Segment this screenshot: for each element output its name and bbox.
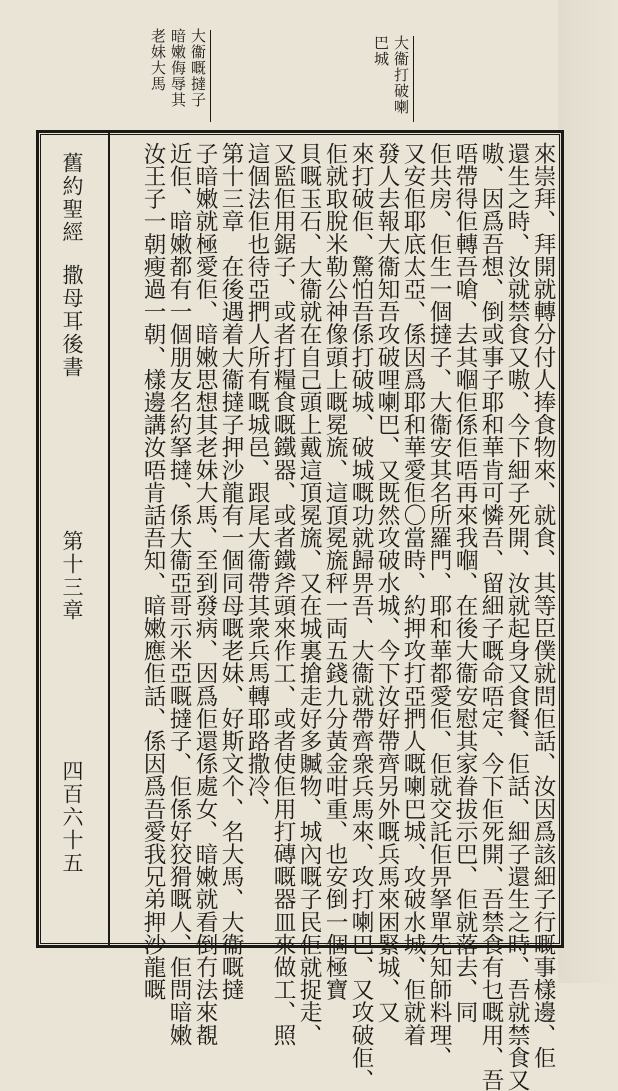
margin-note-b-line-3: 老妹大馬 <box>149 28 167 92</box>
text-column-8: 來打破佢、驚怕吾係打破城、破城嘅功就歸畀吾、大衞就帶齊衆兵馬來、攻打喇巴、又攻破佢、 <box>348 142 374 1091</box>
text-column-1: 來崇拜、拜開就轉分付人捧食物來、就食、其等臣僕就問佢話、汝因爲該細子行嘅事樣邊、佢 <box>530 142 556 1069</box>
text-column-12: 這個法佢也待亞捫人所有嘅城邑、跟尾大衞帶其衆兵馬轉耶路撒冷、 <box>244 142 270 820</box>
book-collection-title: 舊約聖經 <box>60 152 84 244</box>
text-column-5: 佢共房、佢生一個撻子、大衞安其名所羅門、耶和華都愛佢、佢就交託佢畀拏單先知師料理、 <box>426 142 452 1069</box>
text-column-11: 又監佢用鋸子、或者打糧食嘅鐵器、或者鐵斧頭來作工、或者使佢用打磚嘅器皿來做工、照 <box>270 142 296 1046</box>
text-column-14: 子暗嫩就極愛佢、暗嫩思想其老妹大馬、至到發病、因爲佢還係處女、暗嫩就看倒冇法來覩 <box>192 142 218 1046</box>
text-column-6: 又安佢耶底太亞、係因爲耶和華愛佢〇當時、約押攻打亞捫人嘅喇巴城、攻破水城、佢就着 <box>400 142 426 1046</box>
text-column-2: 還生之時、汝就禁食又嗷、今下細子死開、汝就起身又食餐、佢話、細子還生之時、吾就禁食又 <box>504 142 530 1091</box>
text-column-9: 佢就取脫米勒公神像頭上嘅冕旒、這頂冕旒秤一両五錢九分黃金咁重、也安倒一個極寶 <box>322 142 348 1001</box>
text-column-10: 貝嘅玉石、大衞就在自己頭上戴這頂冕旒、又在城裏搶走好多贓物、城內嘅子民佢就捉走、 <box>296 142 322 1046</box>
book-name: 撒母耳後書 <box>60 264 84 379</box>
margin-note-b-bracket <box>210 30 211 122</box>
text-column-13: 第十三章 在後遇着大衞撻子押沙龍有一個同母嘅老妹、好斯文个、名大馬、大衞嘅撻 <box>218 142 244 1001</box>
text-column-7: 發人去報大衞知吾攻破哩喇巴、又既然攻破水城、今下汝好帶齊另外嘅兵馬來困緊城、又 <box>374 142 400 1024</box>
page-number: 四百六十五 <box>60 760 84 875</box>
margin-note-b-line-1: 大衞嘅撻子 <box>189 28 207 108</box>
margin-note-a-line-1: 大衞打破喇 <box>392 35 410 115</box>
body-text <box>114 140 558 1091</box>
margin-note-a-line-2: 巴城 <box>372 35 390 67</box>
text-column-16: 汝王子一朝瘦過一朝、樣邊講汝唔肯話吾知、暗嫩應佢話、係因爲吾愛我兄弟押沙龍嘅 <box>140 142 166 1001</box>
opposite-page-edge <box>558 0 618 983</box>
chapter-label: 第十三章 <box>60 530 84 622</box>
text-column-15: 近佢、暗嫩都有一個朋友名約拏撻、係大衞亞哥示米亞嘅撻子、佢係好狡猾嘅人、佢問暗嫩 <box>166 142 192 1046</box>
header-band-divider <box>108 131 110 946</box>
text-column-3: 嗷、因爲吾想、倒或事子耶和華肯可憐吾、留細子嘅命唔定、今下佢死開、吾禁食有乜嘅用、吾 <box>478 142 504 1091</box>
text-column-4: 唔帶得佢轉吾嗆、去其嗰佢係佢唔再來我嗰、在後大衞安慰其家眷拔示巴、佢就落去、同 <box>452 142 478 1024</box>
margin-note-a-bracket <box>413 36 414 122</box>
margin-note-b-line-2: 暗嫩侮辱其 <box>169 28 187 108</box>
